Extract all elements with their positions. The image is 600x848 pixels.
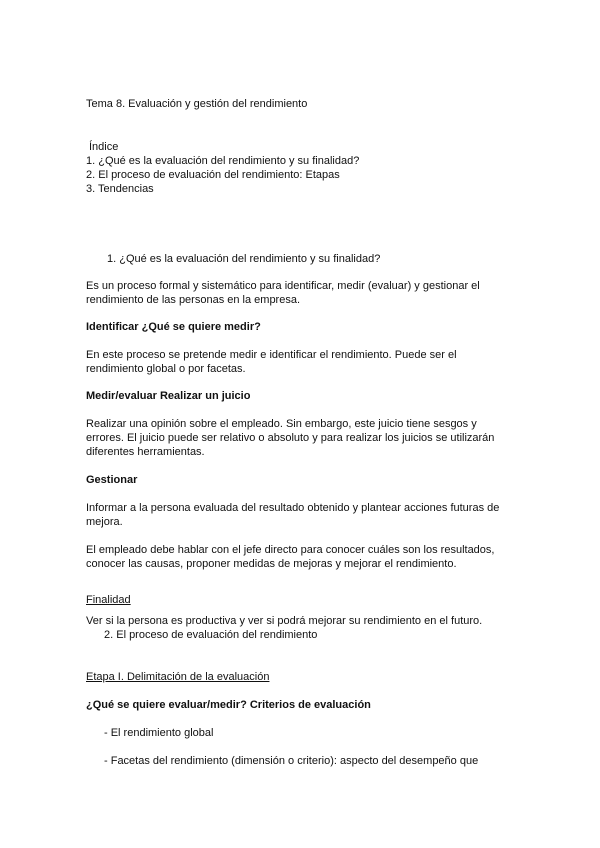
medir-heading: Medir/evaluar Realizar un juicio — [86, 390, 251, 402]
etapa1-heading: Etapa I. Delimitación de la evaluación — [86, 671, 270, 683]
section1-heading: 1. ¿Qué es la evaluación del rendimiento y su finalidad? — [107, 253, 381, 265]
intro-line: Es un proceso formal y sistemático para identificar, medir (evaluar) y gestionar el — [86, 280, 480, 292]
medir-text: Realizar una opinión sobre el empleado. Sin embargo, este juicio tiene sesgos y — [86, 418, 477, 430]
gestionar-text: conocer las causas, proponer medidas de mejoras y mejorar el rendimiento. — [86, 558, 457, 570]
etapa1-question: ¿Qué se quiere evaluar/medir? Criterios de evaluación — [86, 699, 371, 711]
gestionar-text: Informar a la persona evaluada del resultado obtenido y plantear acciones futuras de — [86, 502, 500, 514]
intro-line: rendimiento de las personas en la empresa. — [86, 294, 301, 306]
index-item: 3. Tendencias — [86, 183, 154, 195]
gestionar-text: El empleado debe hablar con el jefe directo para conocer cuáles son los resultados, — [86, 544, 495, 556]
medir-text: errores. El juicio puede ser relativo o absoluto y para realizar los juicios se utilizarán — [86, 432, 495, 444]
finalidad-heading: Finalidad — [86, 594, 131, 606]
list-item: - El rendimiento global — [104, 727, 214, 739]
identificar-heading: Identificar ¿Qué se quiere medir? — [86, 321, 261, 333]
index-item: 1. ¿Qué es la evaluación del rendimiento y su finalidad? — [86, 155, 360, 167]
identificar-text: En este proceso se pretende medir e identificar el rendimiento. Puede ser el — [86, 349, 457, 361]
medir-text: diferentes herramientas. — [86, 446, 205, 458]
finalidad-text: Ver si la persona es productiva y ver si podrá mejorar su rendimiento en el futuro. — [86, 615, 483, 627]
gestionar-text: mejora. — [86, 516, 123, 528]
index-item: 2. El proceso de evaluación del rendimiento: Etapas — [86, 169, 340, 181]
section2-heading: 2. El proceso de evaluación del rendimiento — [104, 629, 318, 641]
page-title: Tema 8. Evaluación y gestión del rendimiento — [86, 98, 308, 110]
identificar-text: rendimiento global o por facetas. — [86, 363, 246, 375]
list-item: - Facetas del rendimiento (dimensión o criterio): aspecto del desempeño que — [104, 755, 479, 767]
gestionar-heading: Gestionar — [86, 474, 138, 486]
index-heading: Índice — [89, 141, 119, 153]
